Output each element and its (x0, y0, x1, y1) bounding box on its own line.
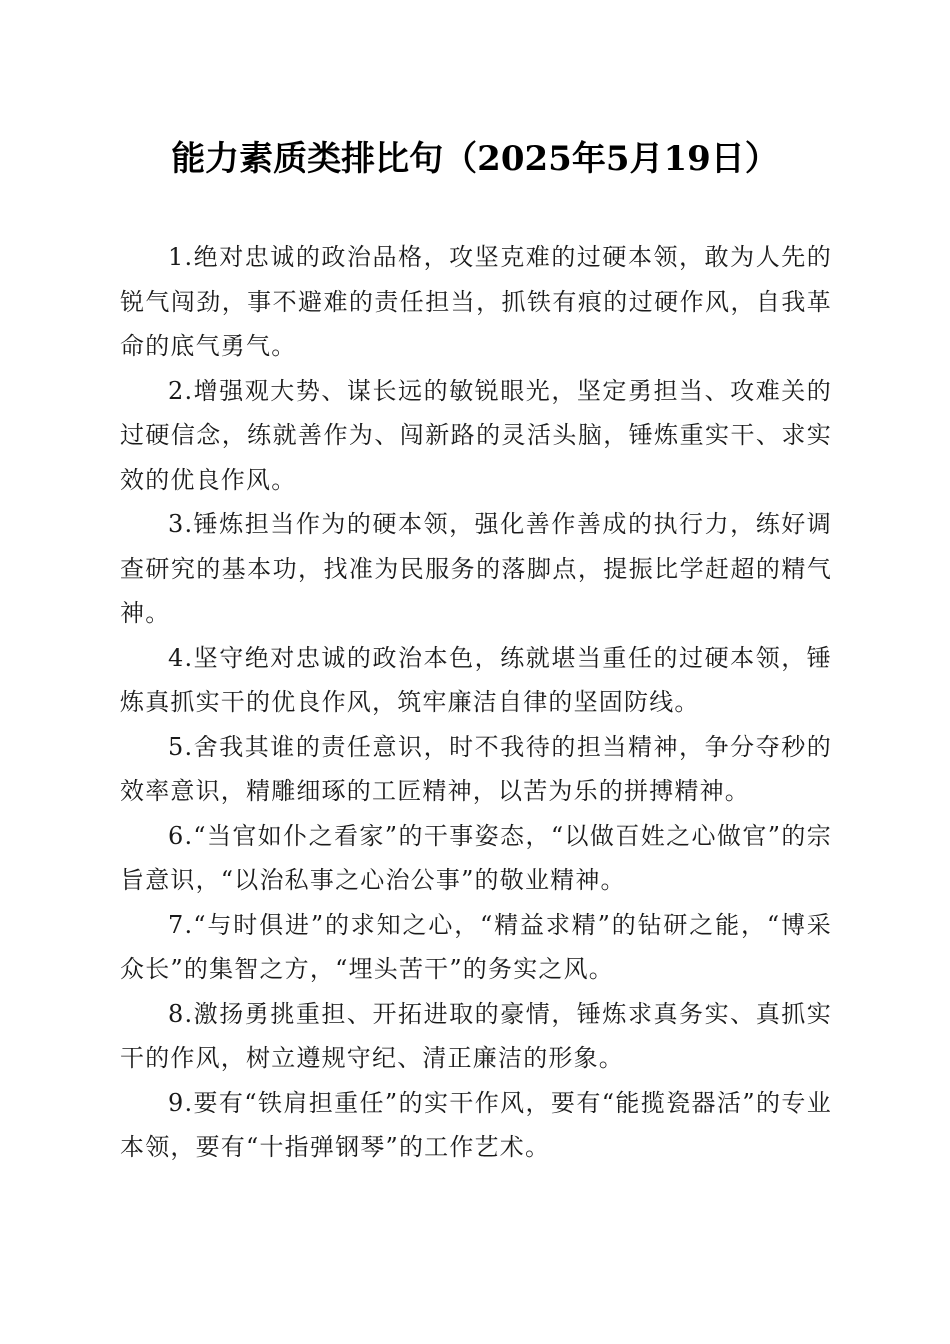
document-title: 能力素质类排比句（2025年5月19日） (171, 139, 779, 179)
paragraph-2: 2.增强观大势、谋长远的敏锐眼光，坚定勇担当、攻难关的过硬信念，练就善作为、闯新路的灵活头脑，锤炼重实干、求实效的优良作风。 (120, 376, 832, 494)
paragraph-9: 9.要有“铁肩担重任”的实干作风，要有“能揽瓷器活”的专业本领，要有“十指弹钢琴”的工作艺术。 (120, 1088, 832, 1161)
paragraph-3: 3.锤炼担当作为的硬本领，强化善作善成的执行力，练好调查研究的基本功，找准为民服务的落脚点，提振比学赶超的精气神。 (120, 510, 832, 627)
paragraph-6: 6.“当官如仆之看家”的干事姿态，“以做百姓之心做官”的宗旨意识，“以治私事之心治公事”的敬业精神。 (120, 821, 832, 894)
paragraph-7: 7.“与时俱进”的求知之心，“精益求精”的钻研之能，“博采众长”的集智之方，“埋头苦干”的务实之风。 (120, 910, 832, 983)
paragraph-1: 1.绝对忠诚的政治品格，攻坚克难的过硬本领，敢为人先的锐气闯劲，事不避难的责任担当，抓铁有痕的过硬作风，自我革命的底气勇气。 (120, 243, 832, 360)
paragraph-8: 8.激扬勇挑重担、开拓进取的豪情，锤炼求真务实、真抓实干的作风，树立遵规守纪、清正廉洁的形象。 (120, 999, 832, 1072)
paragraph-4: 4.坚守绝对忠诚的政治本色，练就堪当重任的过硬本领，锤炼真抓实干的优良作风，筑牢廉洁自律的坚固防线。 (120, 643, 832, 716)
document-body (120, 235, 832, 1170)
paragraph-5: 5.舍我其谁的责任意识，时不我待的担当精神，争分夺秒的效率意识，精雕细琢的工匠精神，以苦为乐的拼搏精神。 (120, 732, 832, 805)
